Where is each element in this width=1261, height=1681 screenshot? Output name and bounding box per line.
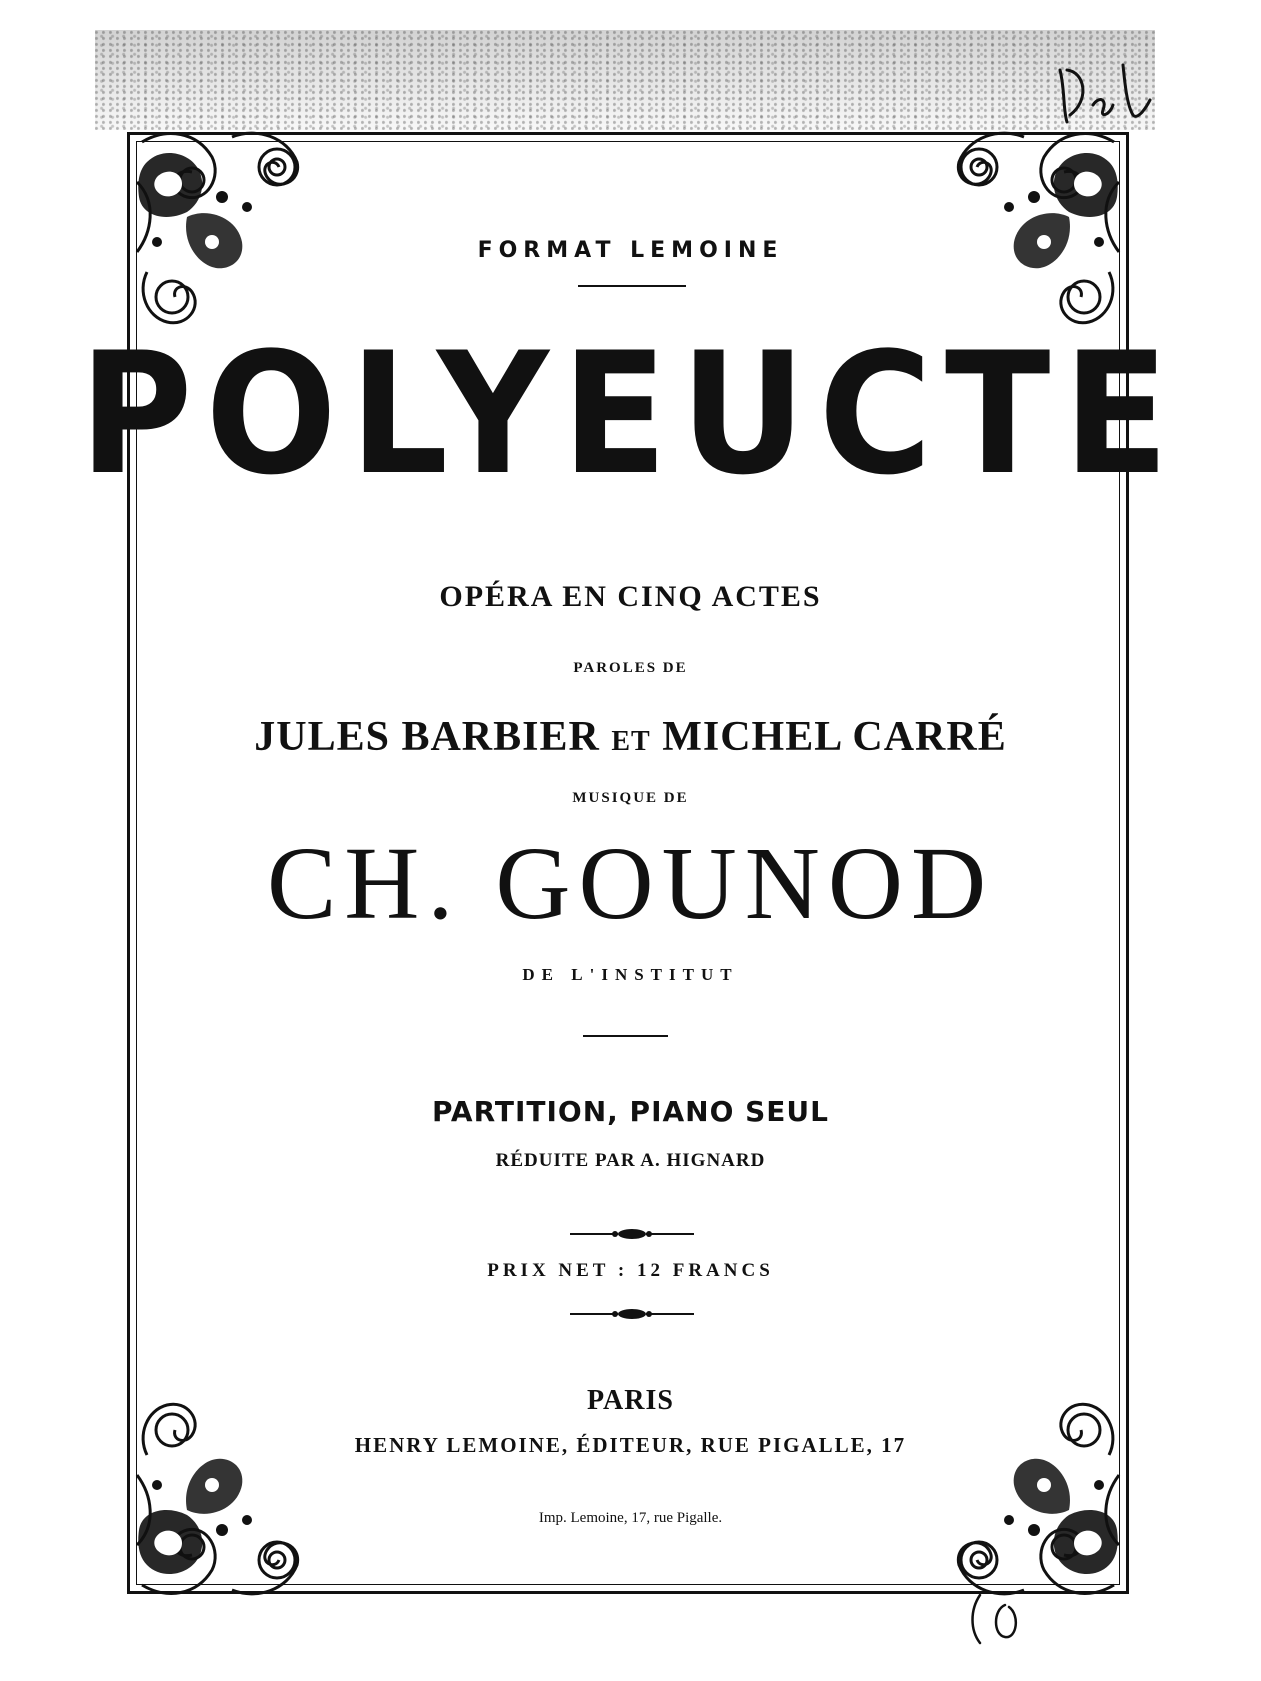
edition-label: PARTITION, PIANO SEUL [431, 1095, 830, 1128]
corner-ornament-top-left-icon [127, 122, 342, 337]
conjunction: ET [611, 726, 651, 757]
corner-ornament-bottom-left-icon [127, 1390, 342, 1605]
opera-title: POLYEUCTE [79, 316, 1182, 512]
handwritten-annotation-top [1045, 60, 1155, 130]
corner-ornament-bottom-right-icon [914, 1390, 1129, 1605]
opera-subtitle: OPÉRA EN CINQ ACTES [439, 580, 822, 613]
divider-rule-top [578, 285, 686, 287]
corner-ornament-top-right-icon [914, 122, 1129, 337]
lyrics-label: PAROLES DE [573, 660, 688, 676]
librettist-1: JULES BARBIER [254, 714, 600, 760]
city-label: PARIS [587, 1385, 674, 1416]
librettists [0, 713, 1261, 761]
arranger-credit: RÉDUITE PAR A. HIGNARD [495, 1150, 766, 1171]
music-label: MUSIQUE DE [572, 790, 689, 806]
librettist-2: MICHEL CARRÉ [662, 714, 1007, 760]
ornamental-rule-icon [570, 1307, 694, 1321]
publisher-line: HENRY LEMOINE, ÉDITEUR, RUE PIGALLE, 17 [354, 1433, 907, 1457]
price-label: PRIX NET : 12 FRANCS [487, 1260, 774, 1281]
composer-name: CH. GOUNOD [266, 826, 995, 941]
scan-speckle-noise [95, 30, 1155, 130]
divider-rule-middle [583, 1035, 668, 1037]
ornamental-rule-icon [570, 1227, 694, 1241]
handwritten-annotation-bottom [965, 1585, 1035, 1650]
composer-affiliation: DE L'INSTITUT [522, 965, 739, 984]
format-label: FORMAT LEMOINE [477, 238, 784, 263]
imprint-line: Imp. Lemoine, 17, rue Pigalle. [538, 1510, 723, 1526]
